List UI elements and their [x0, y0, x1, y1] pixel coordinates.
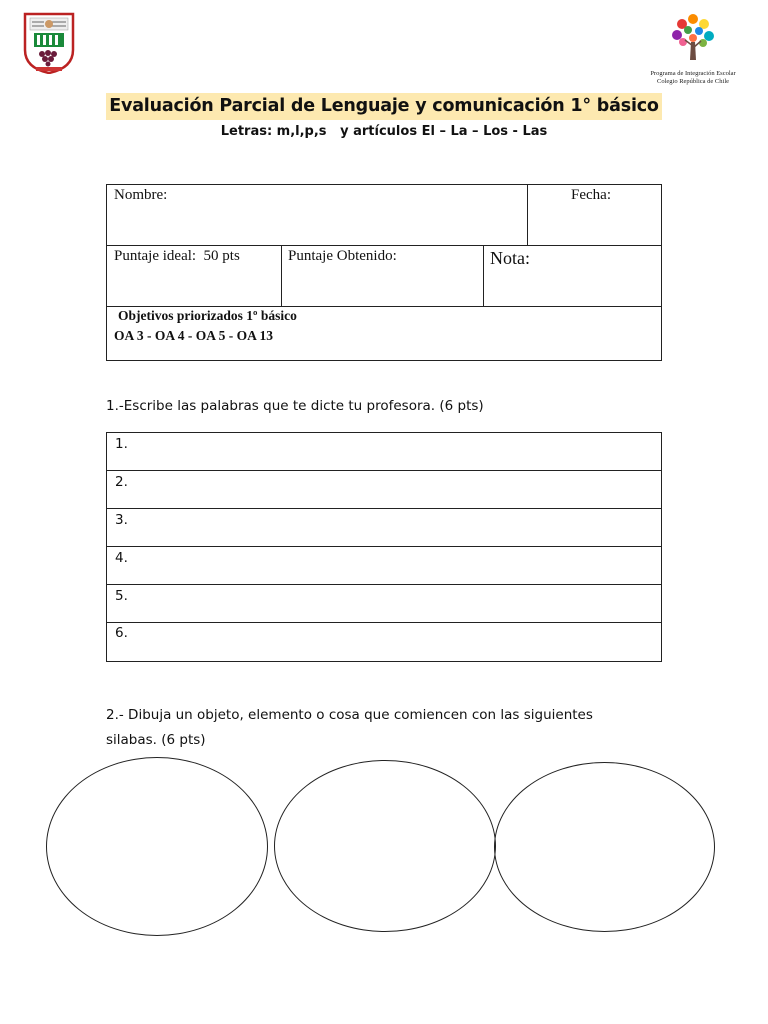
puntaje-obtenido-label: Puntaje Obtenido: [288, 248, 397, 264]
drawing-oval-3[interactable] [494, 762, 715, 932]
objetivos-value: OA 3 - OA 4 - OA 5 - OA 13 [114, 328, 274, 343]
objetivos-label: Objetivos priorizados 1º básico [118, 308, 297, 323]
page-title: Evaluación Parcial de Lenguaje y comunicación 1° básico [106, 93, 662, 120]
nombre-label: Nombre: [114, 187, 168, 203]
dictation-line[interactable] [106, 508, 662, 547]
nombre-cell[interactable] [106, 184, 528, 246]
dictation-line-number: 5. [115, 588, 128, 604]
dictation-line[interactable] [106, 470, 662, 509]
dictation-line-number: 2. [115, 474, 128, 490]
dictation-line[interactable] [106, 546, 662, 585]
puntaje-obtenido-cell[interactable] [281, 245, 484, 307]
question-2-text [106, 703, 593, 753]
school-crest-icon [22, 12, 76, 74]
puntaje-ideal-cell [106, 245, 282, 307]
dictation-line[interactable] [106, 622, 662, 662]
puntaje-ideal-label: Puntaje ideal: 50 pts [114, 248, 240, 264]
dictation-line[interactable] [106, 584, 662, 623]
dictation-line-number: 3. [115, 512, 128, 528]
program-caption [638, 70, 748, 86]
fecha-label: Fecha: [571, 187, 611, 203]
dictation-line[interactable] [106, 432, 662, 471]
drawing-oval-1[interactable] [46, 757, 268, 936]
nota-cell[interactable] [483, 245, 662, 307]
tree-of-hands-icon [664, 10, 722, 64]
nota-label: Nota: [490, 248, 530, 268]
question-2-line2: silabas. (6 pts) [106, 732, 206, 748]
page-subtitle: Letras: m,l,p,s y artículos El – La – Los - Las [220, 124, 548, 139]
program-caption-line1: Programa de Integración Escolar [650, 70, 736, 77]
objetivos-cell [106, 306, 662, 361]
question-2-line1: 2.- Dibuja un objeto, elemento o cosa que comiencen con las siguientes [106, 707, 593, 723]
dictation-line-number: 4. [115, 550, 128, 566]
fecha-cell[interactable] [527, 184, 662, 246]
program-caption-line2: Colegio República de Chile [656, 78, 730, 85]
drawing-oval-2[interactable] [274, 760, 496, 932]
dictation-line-number: 1. [115, 436, 128, 452]
question-1-text: 1.-Escribe las palabras que te dicte tu profesora. (6 pts) [106, 398, 484, 414]
dictation-line-number: 6. [115, 625, 128, 641]
